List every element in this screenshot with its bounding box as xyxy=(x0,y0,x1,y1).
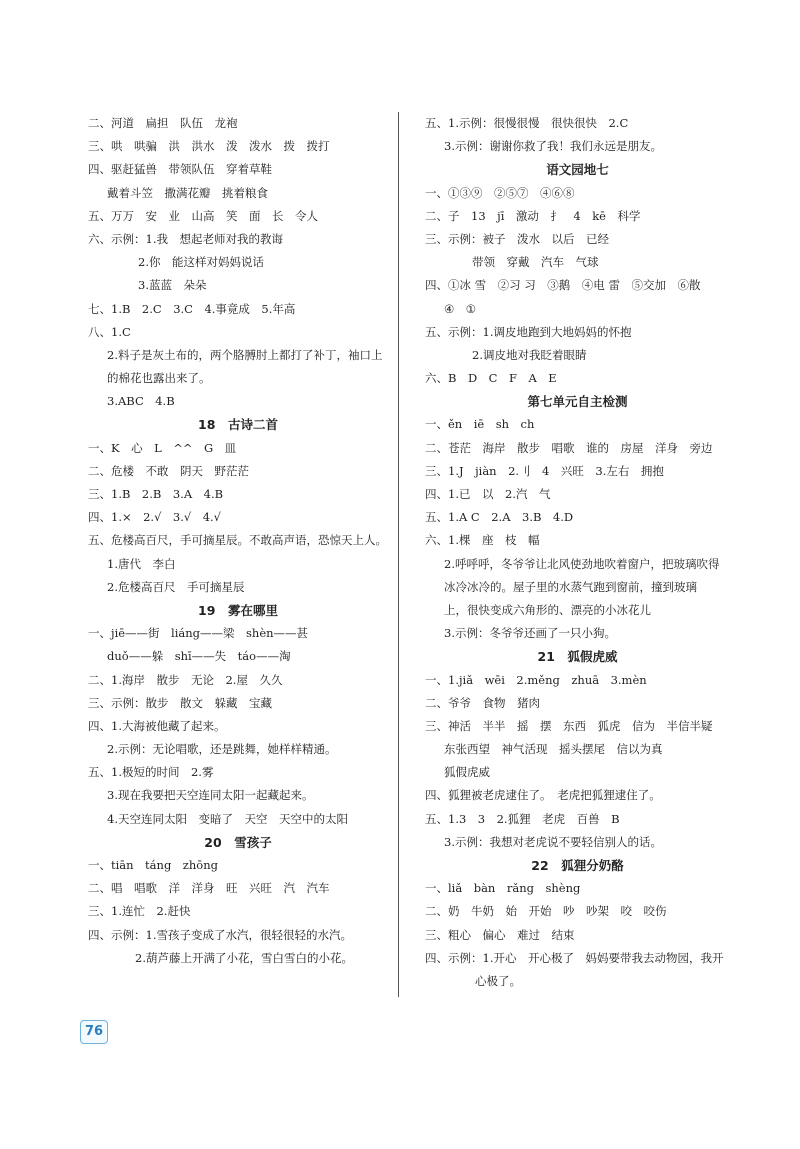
answer-line: 二、苍茫 海岸 散步 唱歌 谁的 房屋 洋身 旁边 xyxy=(425,440,713,455)
answer-line: 四、驱赶猛兽 带领队伍 穿着草鞋 xyxy=(88,162,272,177)
answer-line: 五、示例：1.调皮地跑到大地妈妈的怀抱 xyxy=(425,324,632,339)
section-heading: 语文园地七 xyxy=(546,162,609,178)
section-heading: 19 雾在哪里 xyxy=(198,602,278,618)
answer-line: 一、ěn iē sh ch xyxy=(425,417,535,432)
answer-line: 二、奶 牛奶 始 开始 吵 吵架 咬 咬伤 xyxy=(425,904,667,919)
answer-line: 四、1.大海被他藏了起来。 xyxy=(88,718,226,733)
answer-line: 三、1.J jiàn 2.刂 4 兴旺 3.左右 拥抱 xyxy=(425,463,664,478)
answer-line: 2.调皮地对我眨着眼睛 xyxy=(472,347,587,362)
answer-line: 2.示例：无论唱歌，还是跳舞，她样样精通。 xyxy=(107,742,337,757)
answer-line: 三、粗心 偏心 难过 结束 xyxy=(425,927,575,942)
page-number: 76 xyxy=(80,1020,108,1044)
answer-line: 五、1.A C 2.A 3.B 4.D xyxy=(425,510,574,525)
answer-line: 五、1.示例：很慢很慢 很快很快 2.C xyxy=(425,116,629,130)
answer-line: 五、危楼高百尺，手可摘星辰。不敢高声语，恐惊天上人。 xyxy=(88,533,387,548)
answer-line: 三、1.连忙 2.赶快 xyxy=(88,904,191,919)
answer-line: 2.危楼高百尺 手可摘星辰 xyxy=(107,579,245,594)
answer-line: 五、万万 安 业 山高 笑 面 长 令人 xyxy=(88,208,318,223)
answer-line: 四、示例：1.雪孩子变成了水汽，很轻很轻的水汽。 xyxy=(88,927,352,942)
answer-line: 2.呼呼呼，冬爷爷让北风使劲地吹着窗户，把玻璃吹得 xyxy=(444,556,720,571)
answer-line: 一、①③⑨ ②⑤⑦ ④⑥⑧ xyxy=(425,185,575,200)
answer-line: ④ ① xyxy=(444,301,477,316)
answer-line: 一、tiān táng zhōng xyxy=(88,858,218,872)
answer-line: 五、1.极短的时间 2.雾 xyxy=(88,765,214,780)
answer-line: 四、狐狸被老虎逮住了。 老虎把狐狸逮住了。 xyxy=(425,788,661,803)
answer-line: 心极了。 xyxy=(475,973,521,988)
answer-line: 的棉花也露出来了。 xyxy=(107,371,211,386)
answer-line: 3.ABC 4.B xyxy=(107,394,175,409)
answer-line: 4.天空连同太阳 变暗了 天空 天空中的太阳 xyxy=(107,811,348,826)
answer-line: 3.蓝蓝 朵朵 xyxy=(138,278,207,293)
answer-line: 狐假虎威 xyxy=(444,765,490,780)
answer-line: 五、1.3 3 2.狐狸 老虎 百兽 B xyxy=(425,811,620,826)
answer-line: 3.示例：谢谢你救了我！我们永远是朋友。 xyxy=(444,139,662,154)
answer-line: 二、子 13 jī 激动 扌 4 kē 科学 xyxy=(425,208,641,223)
answer-line: 戴着斗笠 撒满花瓣 挑着粮食 xyxy=(107,185,268,200)
answer-line: 六、示例：1.我 想起老师对我的教诲 xyxy=(88,231,283,246)
answer-line: 3.示例：冬爷爷还画了一只小狗。 xyxy=(444,626,616,641)
answer-line: 一、1.jiǎ wēi 2.měng zhuā 3.mèn xyxy=(425,672,647,687)
answer-line: 上，很快变成六角形的、漂亮的小冰花儿 xyxy=(444,602,651,617)
column-divider xyxy=(398,112,399,997)
answer-line: 四、1.× 2.√ 3.√ 4.√ xyxy=(88,510,222,525)
answer-line: 2.葫芦藤上开满了小花，雪白雪白的小花。 xyxy=(135,950,353,965)
answer-line: 一、jiē——街 liáng——梁 shèn——甚 xyxy=(88,626,309,641)
answer-line: 七、1.B 2.C 3.C 4.事竟成 5.年高 xyxy=(88,301,296,316)
answer-line: 三、1.B 2.B 3.A 4.B xyxy=(88,487,224,501)
answer-line: 三、示例：被子 泼水 以后 已经 xyxy=(425,231,609,246)
answer-line: 二、1.海岸 散步 无论 2.屋 久久 xyxy=(88,672,283,687)
answer-line: duǒ——躲 shī——失 táo——淘 xyxy=(107,649,291,664)
section-heading: 20 雪孩子 xyxy=(204,834,272,850)
answer-line: 2.料子是灰土布的，两个胳膊肘上都打了补丁，袖口上 xyxy=(107,347,383,362)
right-answer-column xyxy=(425,112,730,993)
answer-line: 一、liǎ bàn rǎng shèng xyxy=(425,881,581,896)
answer-line: 四、示例：1.开心 开心极了 妈妈要带我去动物园，我开 xyxy=(425,950,724,965)
section-heading: 22 狐狸分奶酪 xyxy=(531,858,624,873)
answer-line: 冰冷冰冷的。屋子里的水蒸气跑到窗前，撞到玻璃 xyxy=(444,579,697,594)
left-answer-column xyxy=(88,112,388,970)
answer-line: 六、B D C F A E xyxy=(425,371,557,386)
answer-line: 二、河道 扁担 队伍 龙袍 xyxy=(88,116,238,130)
answer-line: 六、1.棵 座 枝 幅 xyxy=(425,533,540,548)
answer-line: 四、①冰 雪 ②习 习 ③鹅 ④电 雷 ⑤交加 ⑥散 xyxy=(425,278,701,293)
answer-line: 东张西望 神气活现 摇头摆尾 信以为真 xyxy=(444,742,663,757)
answer-line: 3.现在我要把天空连同太阳一起藏起来。 xyxy=(107,788,314,803)
answer-line: 三、示例：散步 散文 躲藏 宝藏 xyxy=(88,695,272,710)
section-heading: 第七单元自主检测 xyxy=(527,394,628,410)
answer-line: 二、危楼 不敢 阴天 野茫茫 xyxy=(88,463,249,478)
answer-line: 一、K 心 L ^^ G 皿 xyxy=(88,440,237,455)
section-heading: 21 狐假虎威 xyxy=(537,649,618,665)
answer-line: 二、爷爷 食物 猪肉 xyxy=(425,695,540,710)
answer-line: 2.你 能这样对妈妈说话 xyxy=(138,255,264,270)
answer-line: 八、1.C xyxy=(88,324,131,339)
answer-line: 带领 穿戴 汽车 气球 xyxy=(472,255,599,270)
answer-line: 1.唐代 李白 xyxy=(107,556,176,571)
answer-line: 二、唱 唱歌 洋 洋身 旺 兴旺 汽 汽车 xyxy=(88,881,330,896)
answer-line: 四、1.已 以 2.汽 气 xyxy=(425,487,551,501)
answer-line: 3.示例：我想对老虎说不要轻信别人的话。 xyxy=(444,834,662,849)
answer-line: 三、神活 半半 摇 摆 东西 狐虎 信为 半信半疑 xyxy=(425,718,713,733)
section-heading: 18 古诗二首 xyxy=(198,417,278,433)
answer-line: 三、哄 哄骗 洪 洪水 泼 泼水 拨 拨打 xyxy=(88,139,330,154)
